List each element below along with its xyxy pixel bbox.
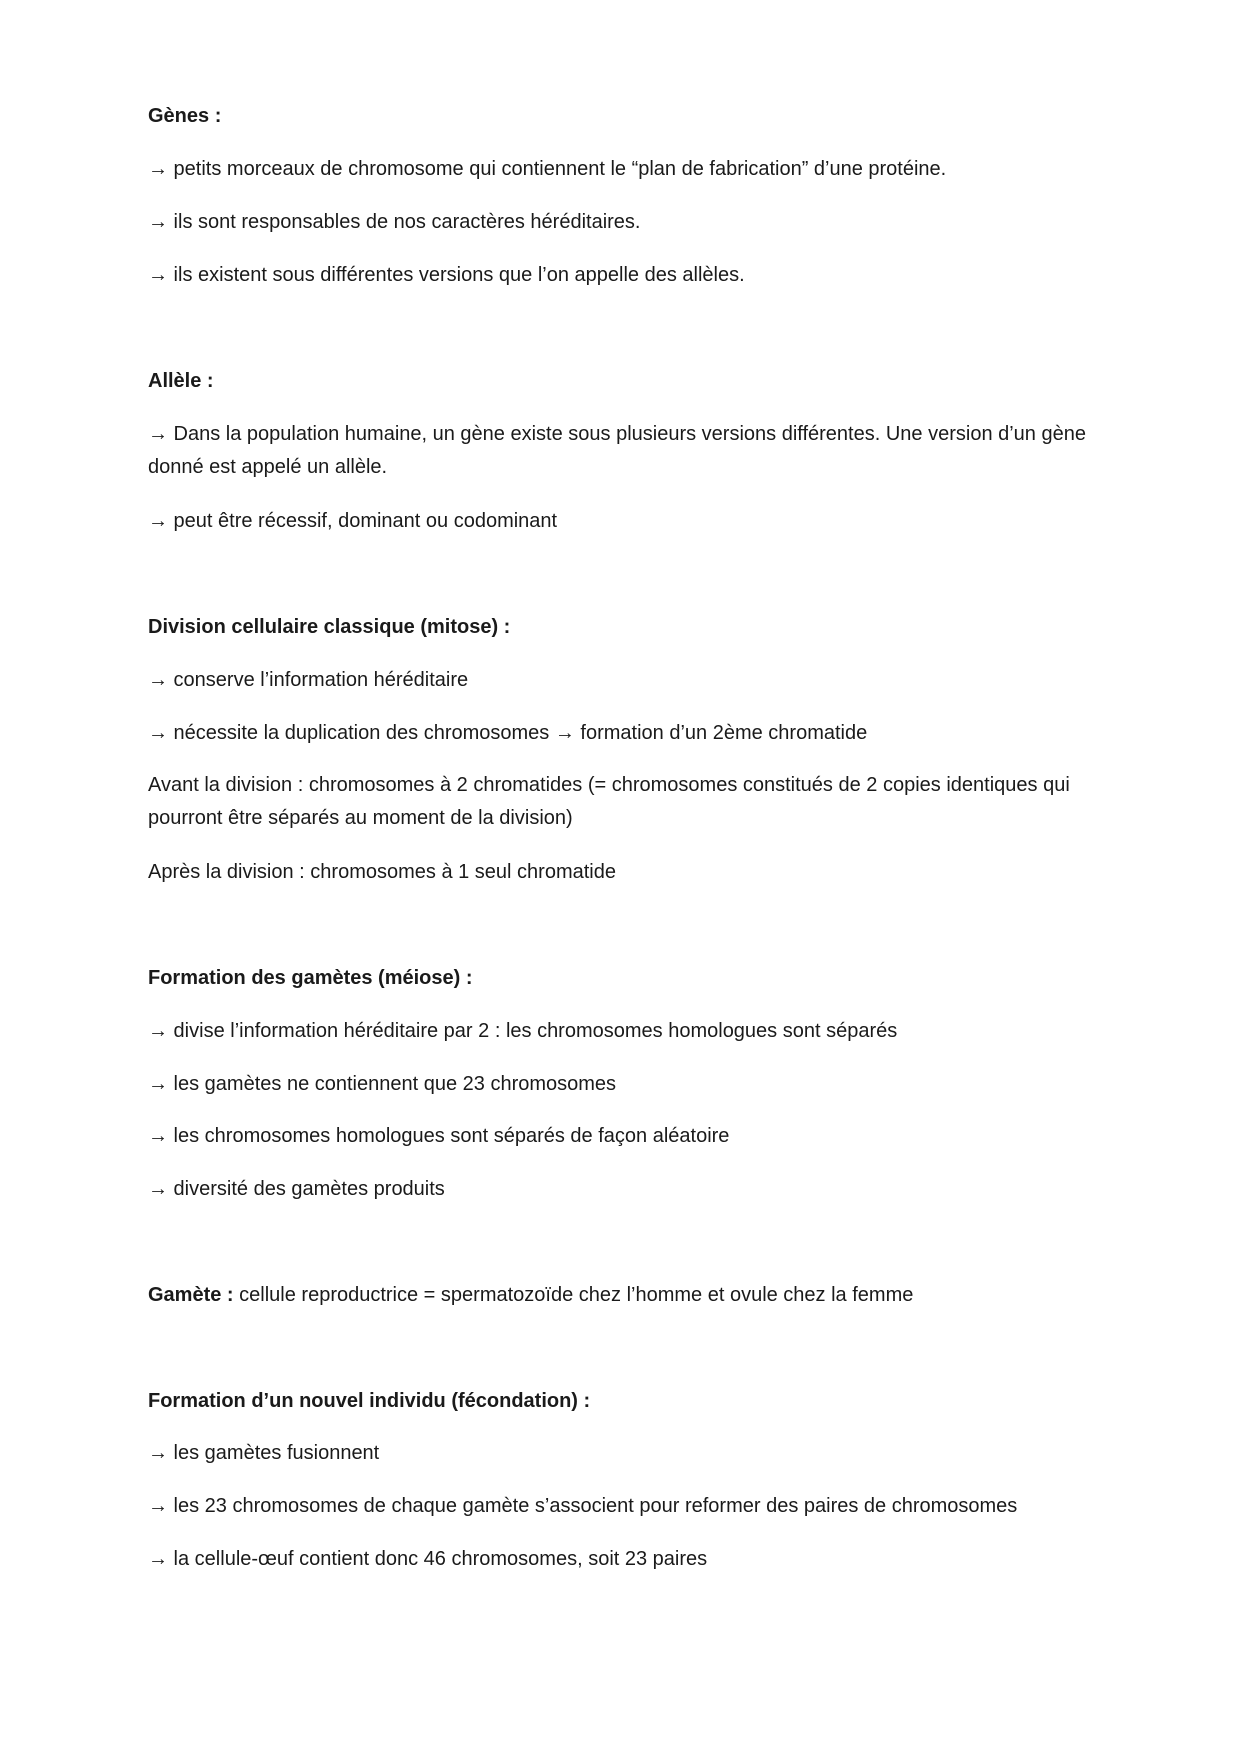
list-item: → ils existent sous différentes versions que l’on appelle des allèles. [148, 264, 745, 286]
list-item: → les 23 chromosomes de chaque gamète s’associent pour reformer des paires de chromosomes [148, 1495, 1018, 1517]
list-item: Après la division : chromosomes à 1 seul chromatide [148, 861, 616, 883]
list-item: → petits morceaux de chromosome qui contiennent le “plan de fabrication” d’une protéine. [148, 158, 947, 180]
list-item: → les gamètes ne contiennent que 23 chromosomes [148, 1073, 617, 1095]
list-item: → les gamètes fusionnent [148, 1442, 380, 1464]
section-title-genes: Gènes : [148, 105, 222, 127]
list-item: Avant la division : chromosomes à 2 chromatides (= chromosomes constitués de 2 copies identiques qui pourront être séparés au moment de la division) [148, 774, 1070, 829]
section-title-fecondation: Formation d’un nouvel individu (fécondation) : [148, 1390, 591, 1412]
definition-text: cellule reproductrice = spermatozoïde chez l’homme et ovule chez la femme [233, 1284, 914, 1306]
list-item: → les chromosomes homologues sont séparés de façon aléatoire [148, 1125, 730, 1147]
list-item: → conserve l’information héréditaire [148, 669, 469, 691]
list-item: → nécessite la duplication des chromosomes → formation d’un 2ème chromatide [148, 722, 868, 744]
list-item: → peut être récessif, dominant ou codominant [148, 510, 558, 532]
section-title-allele: Allèle : [148, 370, 214, 392]
definition-gamete [148, 1279, 1092, 1312]
section-title-mitose: Division cellulaire classique (mitose) : [148, 616, 511, 638]
section-title-meiose: Formation des gamètes (méiose) : [148, 967, 473, 989]
definition-term: Gamète : [148, 1284, 234, 1306]
list-item: → divise l’information héréditaire par 2 : les chromosomes homologues sont séparés [148, 1020, 898, 1042]
list-item: → ils sont responsables de nos caractères héréditaires. [148, 211, 641, 233]
list-item: → la cellule-œuf contient donc 46 chromosomes, soit 23 paires [148, 1548, 708, 1570]
list-item: → diversité des gamètes produits [148, 1178, 445, 1200]
list-item: → Dans la population humaine, un gène existe sous plusieurs versions différentes. Une version d’un gène donné est appelé un allèle. [148, 423, 1086, 478]
